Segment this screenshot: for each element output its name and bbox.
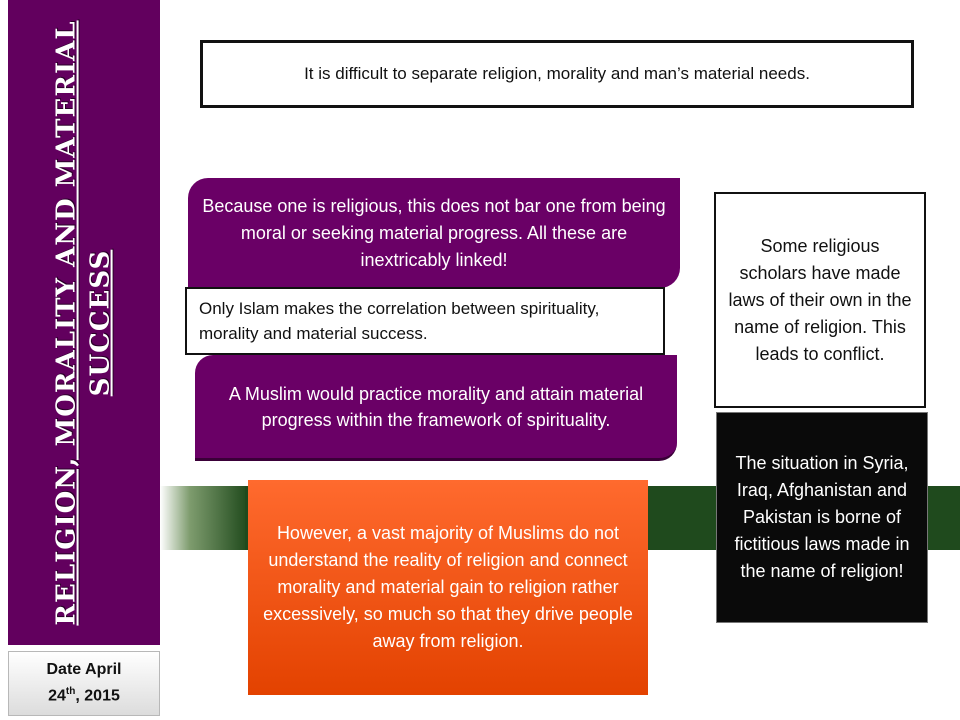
sidebar-title-container <box>8 0 160 645</box>
date-day: 24 <box>48 687 66 705</box>
muslim-practice-text: A Muslim would practice morality and attain material progress within the framework of spirituality. <box>228 383 644 430</box>
scholars-text: Some religious scholars have made laws of their own in the name of religion. This leads to conflict. <box>728 235 912 364</box>
religious-not-bar-text: Because one is religious, this does not bar one from being moral or seeking material progress. All these are inextricably linked! <box>202 195 666 270</box>
muslim-practice-box <box>195 355 677 461</box>
only-islam-box <box>185 287 665 355</box>
date-suffix: th <box>65 686 76 698</box>
date-year: , 2015 <box>75 687 120 705</box>
top-statement-text: It is difficult to separate religion, morality and man’s material needs. <box>304 64 810 83</box>
slide-title-line-2: SUCCESS <box>86 249 117 396</box>
slide-title-line-1: RELIGION, MORALITY AND MATERIAL <box>52 19 83 626</box>
only-islam-text: Only Islam makes the correlation between spirituality, morality and material success. <box>199 299 600 343</box>
green-band-fade <box>160 486 245 550</box>
majority-box <box>248 480 648 695</box>
scholars-box <box>714 192 926 408</box>
top-statement-box <box>200 40 914 108</box>
majority-text: However, a vast majority of Muslims do not understand the reality of religion and connect morality and material gain to religion rather excessively, so much so that they drive people away from religion. <box>263 523 633 651</box>
date-box <box>8 651 160 716</box>
date-label: Date April <box>46 661 122 679</box>
situation-box <box>716 412 928 623</box>
situation-text: The situation in Syria, Iraq, Afghanistan and Pakistan is borne of fictitious laws made in the name of religion! <box>734 453 910 581</box>
religious-not-bar-box <box>188 178 680 288</box>
slide-title <box>50 20 118 625</box>
